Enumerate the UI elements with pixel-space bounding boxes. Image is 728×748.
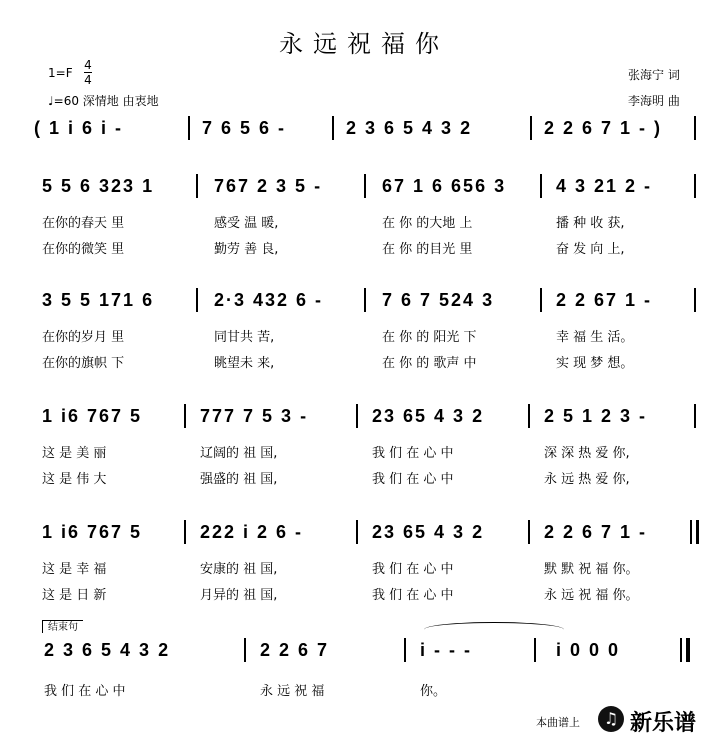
barline — [196, 288, 198, 312]
lyric-verse1: 幸 福 生 活。 — [556, 330, 634, 345]
measure-notes: 1 i6 767 5 — [42, 406, 143, 426]
lyric-verse1: 安康的 祖 国, — [200, 562, 278, 577]
lyric-verse2: 永 远 祝 福 你。 — [544, 588, 639, 603]
measure-notes: 23 65 4 3 2 — [372, 522, 485, 542]
lyric-verse1: 感受 温 暖, — [214, 216, 279, 231]
measure-notes: 2 2 6 7 — [260, 640, 330, 660]
lyric-verse2: 在你的微笑 里 — [42, 242, 125, 257]
measure-notes: 777 7 5 3 - — [200, 406, 309, 426]
brand-logo-text: 新乐谱 — [630, 711, 697, 736]
music-note-icon: ♫ — [598, 706, 624, 732]
lyric-verse2: 眺望未 来, — [214, 356, 275, 371]
measure-notes: 1 i6 767 5 — [42, 522, 143, 542]
barline — [188, 116, 190, 140]
tie-arc — [424, 622, 564, 637]
measure-notes: 2·3 432 6 - — [214, 290, 324, 310]
lyric-verse2: 这 是 日 新 — [42, 588, 107, 603]
barline — [528, 404, 530, 428]
lyric-verse2: 奋 发 向 上, — [556, 242, 625, 257]
lyric-verse2: 在你的旗帜 下 — [42, 356, 125, 371]
time-signature — [84, 58, 92, 87]
lyric-verse1: 我 们 在 心 中 — [372, 562, 454, 577]
lyric-verse1: 默 默 祝 福 你。 — [544, 562, 639, 577]
measure-notes: 222 i 2 6 - — [200, 522, 304, 542]
lyric-verse1: 在你的春天 里 — [42, 216, 125, 231]
barline — [364, 288, 366, 312]
barline — [534, 638, 536, 662]
barline — [184, 520, 186, 544]
final-barline — [680, 638, 682, 662]
ending-marker: 结束句 — [48, 622, 78, 633]
lyric-verse1: 辽阔的 祖 国, — [200, 446, 278, 461]
measure-notes: 7 6 7 524 3 — [382, 290, 495, 310]
barline — [356, 404, 358, 428]
barline — [244, 638, 246, 662]
composer-credit: 李海明 曲 — [628, 94, 680, 108]
lyric-ending: 我 们 在 心 中 — [44, 684, 126, 699]
footer-prefix: 本曲谱上 — [536, 716, 580, 729]
lyric-verse2: 在 你 的 歌声 中 — [382, 356, 477, 371]
lyric-verse1: 在你的岁月 里 — [42, 330, 125, 345]
barline — [540, 174, 542, 198]
final-barline-thick — [686, 638, 690, 662]
lyric-verse1: 这 是 美 丽 — [42, 446, 107, 461]
key-label: 1=F — [48, 66, 73, 80]
barline — [196, 174, 198, 198]
barline — [364, 174, 366, 198]
notation-row-2 — [0, 286, 728, 376]
measure-notes: 4 3 21 2 - — [556, 176, 653, 196]
measure-notes: 67 1 6 656 3 — [382, 176, 507, 196]
lyric-verse2: 我 们 在 心 中 — [372, 588, 454, 603]
barline — [332, 116, 334, 140]
lyric-verse1: 深 深 热 爱 你, — [544, 446, 630, 461]
barline — [184, 404, 186, 428]
barline — [528, 520, 530, 544]
tempo-marking — [48, 92, 159, 109]
lyric-verse2: 月异的 祖 国, — [200, 588, 278, 603]
lyric-ending: 永 远 祝 福 — [260, 684, 325, 699]
lyric-verse2: 实 现 梦 想。 — [556, 356, 634, 371]
measure-notes: 23 65 4 3 2 — [372, 406, 485, 426]
lyric-verse2: 勤劳 善 良, — [214, 242, 279, 257]
lyric-verse2: 我 们 在 心 中 — [372, 472, 454, 487]
measure-notes: 2 2 67 1 - — [556, 290, 653, 310]
lyric-verse1: 这 是 幸 福 — [42, 562, 107, 577]
quarter-note-icon: ♩ — [48, 94, 54, 108]
measure-notes: ( 1 i 6 i - — [34, 118, 124, 138]
lyricist-credit: 张海宁 词 — [628, 68, 680, 82]
lyric-ending: 你。 — [420, 684, 447, 699]
barline — [356, 520, 358, 544]
lyric-verse2: 强盛的 祖 国, — [200, 472, 278, 487]
measure-notes: 7 6 5 6 - — [202, 118, 287, 138]
notation-row-4 — [0, 518, 728, 608]
song-title: 永远祝福你 — [279, 30, 449, 58]
measure-notes: 2 2 6 7 1 - ) — [544, 118, 663, 138]
barline — [530, 116, 532, 140]
time-signature-bottom: 4 — [84, 73, 92, 87]
measure-notes: 3 5 5 171 6 — [42, 290, 155, 310]
barline — [694, 174, 696, 198]
lyric-verse1: 播 种 收 获, — [556, 216, 625, 231]
barline — [540, 288, 542, 312]
measure-notes: i 0 0 0 — [556, 640, 621, 660]
measure-notes: 2 5 1 2 3 - — [544, 406, 648, 426]
barline — [694, 116, 696, 140]
notation-row-3 — [0, 402, 728, 492]
measure-notes: 2 3 6 5 4 3 2 — [346, 118, 473, 138]
key-signature — [48, 66, 73, 80]
lyric-verse1: 同甘共 苦, — [214, 330, 275, 345]
barline — [404, 638, 406, 662]
measure-notes: i - - - — [420, 640, 472, 660]
lyric-verse2: 永 远 热 爱 你, — [544, 472, 630, 487]
lyric-verse1: 我 们 在 心 中 — [372, 446, 454, 461]
measure-notes: 2 2 6 7 1 - — [544, 522, 648, 542]
tempo-label: =60 深情地 由衷地 — [53, 94, 159, 108]
repeat-barline — [690, 520, 692, 544]
measure-notes: 5 5 6 323 1 — [42, 176, 155, 196]
notation-row-ending — [0, 614, 728, 704]
barline — [694, 288, 696, 312]
repeat-barline-thick — [696, 520, 699, 544]
lyric-verse1: 在 你 的大地 上 — [382, 216, 473, 231]
measure-notes: 2 3 6 5 4 3 2 — [44, 640, 171, 660]
notation-row-1 — [0, 172, 728, 262]
measure-notes: 767 2 3 5 - — [214, 176, 323, 196]
lyric-verse1: 在 你 的 阳光 下 — [382, 330, 477, 345]
lyric-verse2: 在 你 的目光 里 — [382, 242, 473, 257]
time-signature-top: 4 — [84, 58, 92, 72]
notation-row-intro — [0, 114, 728, 144]
lyric-verse2: 这 是 伟 大 — [42, 472, 107, 487]
barline — [694, 404, 696, 428]
